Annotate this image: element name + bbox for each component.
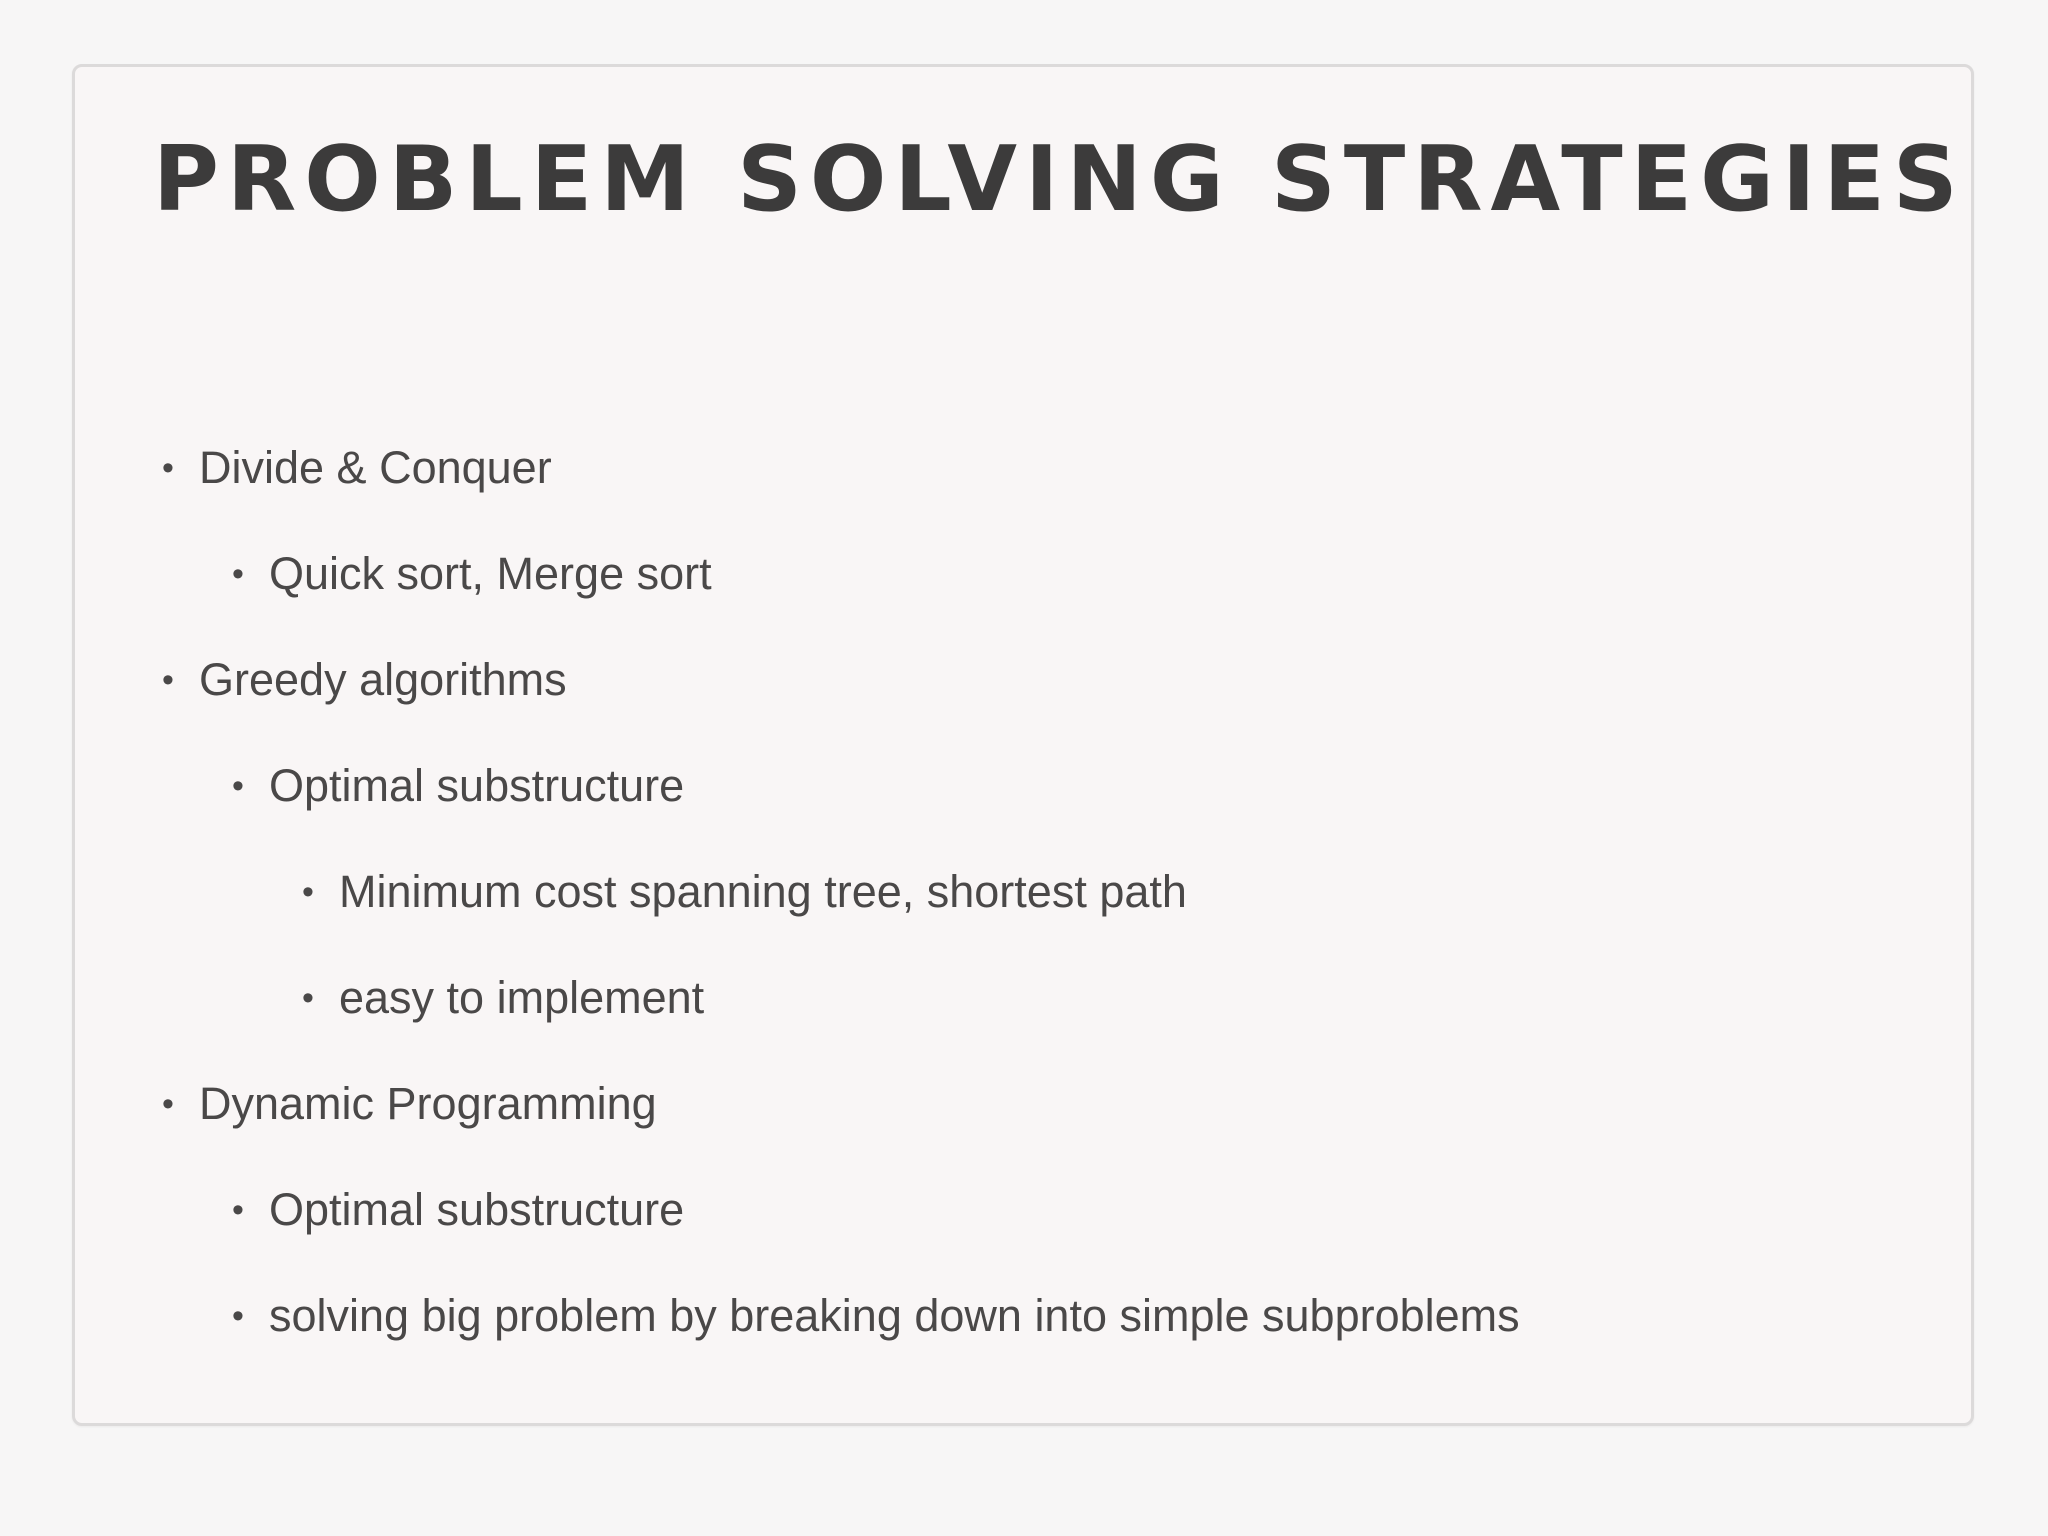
bullet-dot: •	[162, 1085, 174, 1123]
bullet-dot: •	[232, 767, 244, 805]
bullet-item-subproblems	[153, 1263, 1520, 1369]
bullet-text: Quick sort, Merge sort	[269, 548, 712, 599]
bullet-text: Minimum cost spanning tree, shortest path	[339, 866, 1187, 917]
slide-frame	[72, 64, 1974, 1426]
bullet-item-dp-substructure	[153, 1157, 1520, 1263]
bullet-text: solving big problem by breaking down into simple subproblems	[269, 1290, 1520, 1341]
bullet-dot: •	[232, 1297, 244, 1335]
bullet-text: Dynamic Programming	[199, 1078, 657, 1129]
bullet-item-greedy-substructure	[153, 733, 1520, 839]
bullet-dot: •	[162, 449, 174, 487]
bullet-text: Optimal substructure	[269, 1184, 685, 1235]
bullet-item-spanning-tree	[153, 839, 1520, 945]
bullet-item-easy-implement	[153, 945, 1520, 1051]
bullet-item-greedy	[153, 627, 1520, 733]
bullet-item-dynamic-programming	[153, 1051, 1520, 1157]
bullet-text: Optimal substructure	[269, 760, 685, 811]
bullet-dot: •	[162, 661, 174, 699]
bullet-list	[153, 415, 1520, 1369]
bullet-dot: •	[302, 979, 314, 1017]
bullet-text: Greedy algorithms	[199, 654, 567, 705]
bullet-dot: •	[232, 555, 244, 593]
slide-title: PROBLEM SOLVING STRATEGIES	[153, 127, 1966, 232]
bullet-dot: •	[302, 873, 314, 911]
bullet-item-sorts	[153, 521, 1520, 627]
bullet-dot: •	[232, 1191, 244, 1229]
bullet-text: Divide & Conquer	[199, 442, 552, 493]
bullet-text: easy to implement	[339, 972, 705, 1023]
bullet-item-divide-conquer	[153, 415, 1520, 521]
